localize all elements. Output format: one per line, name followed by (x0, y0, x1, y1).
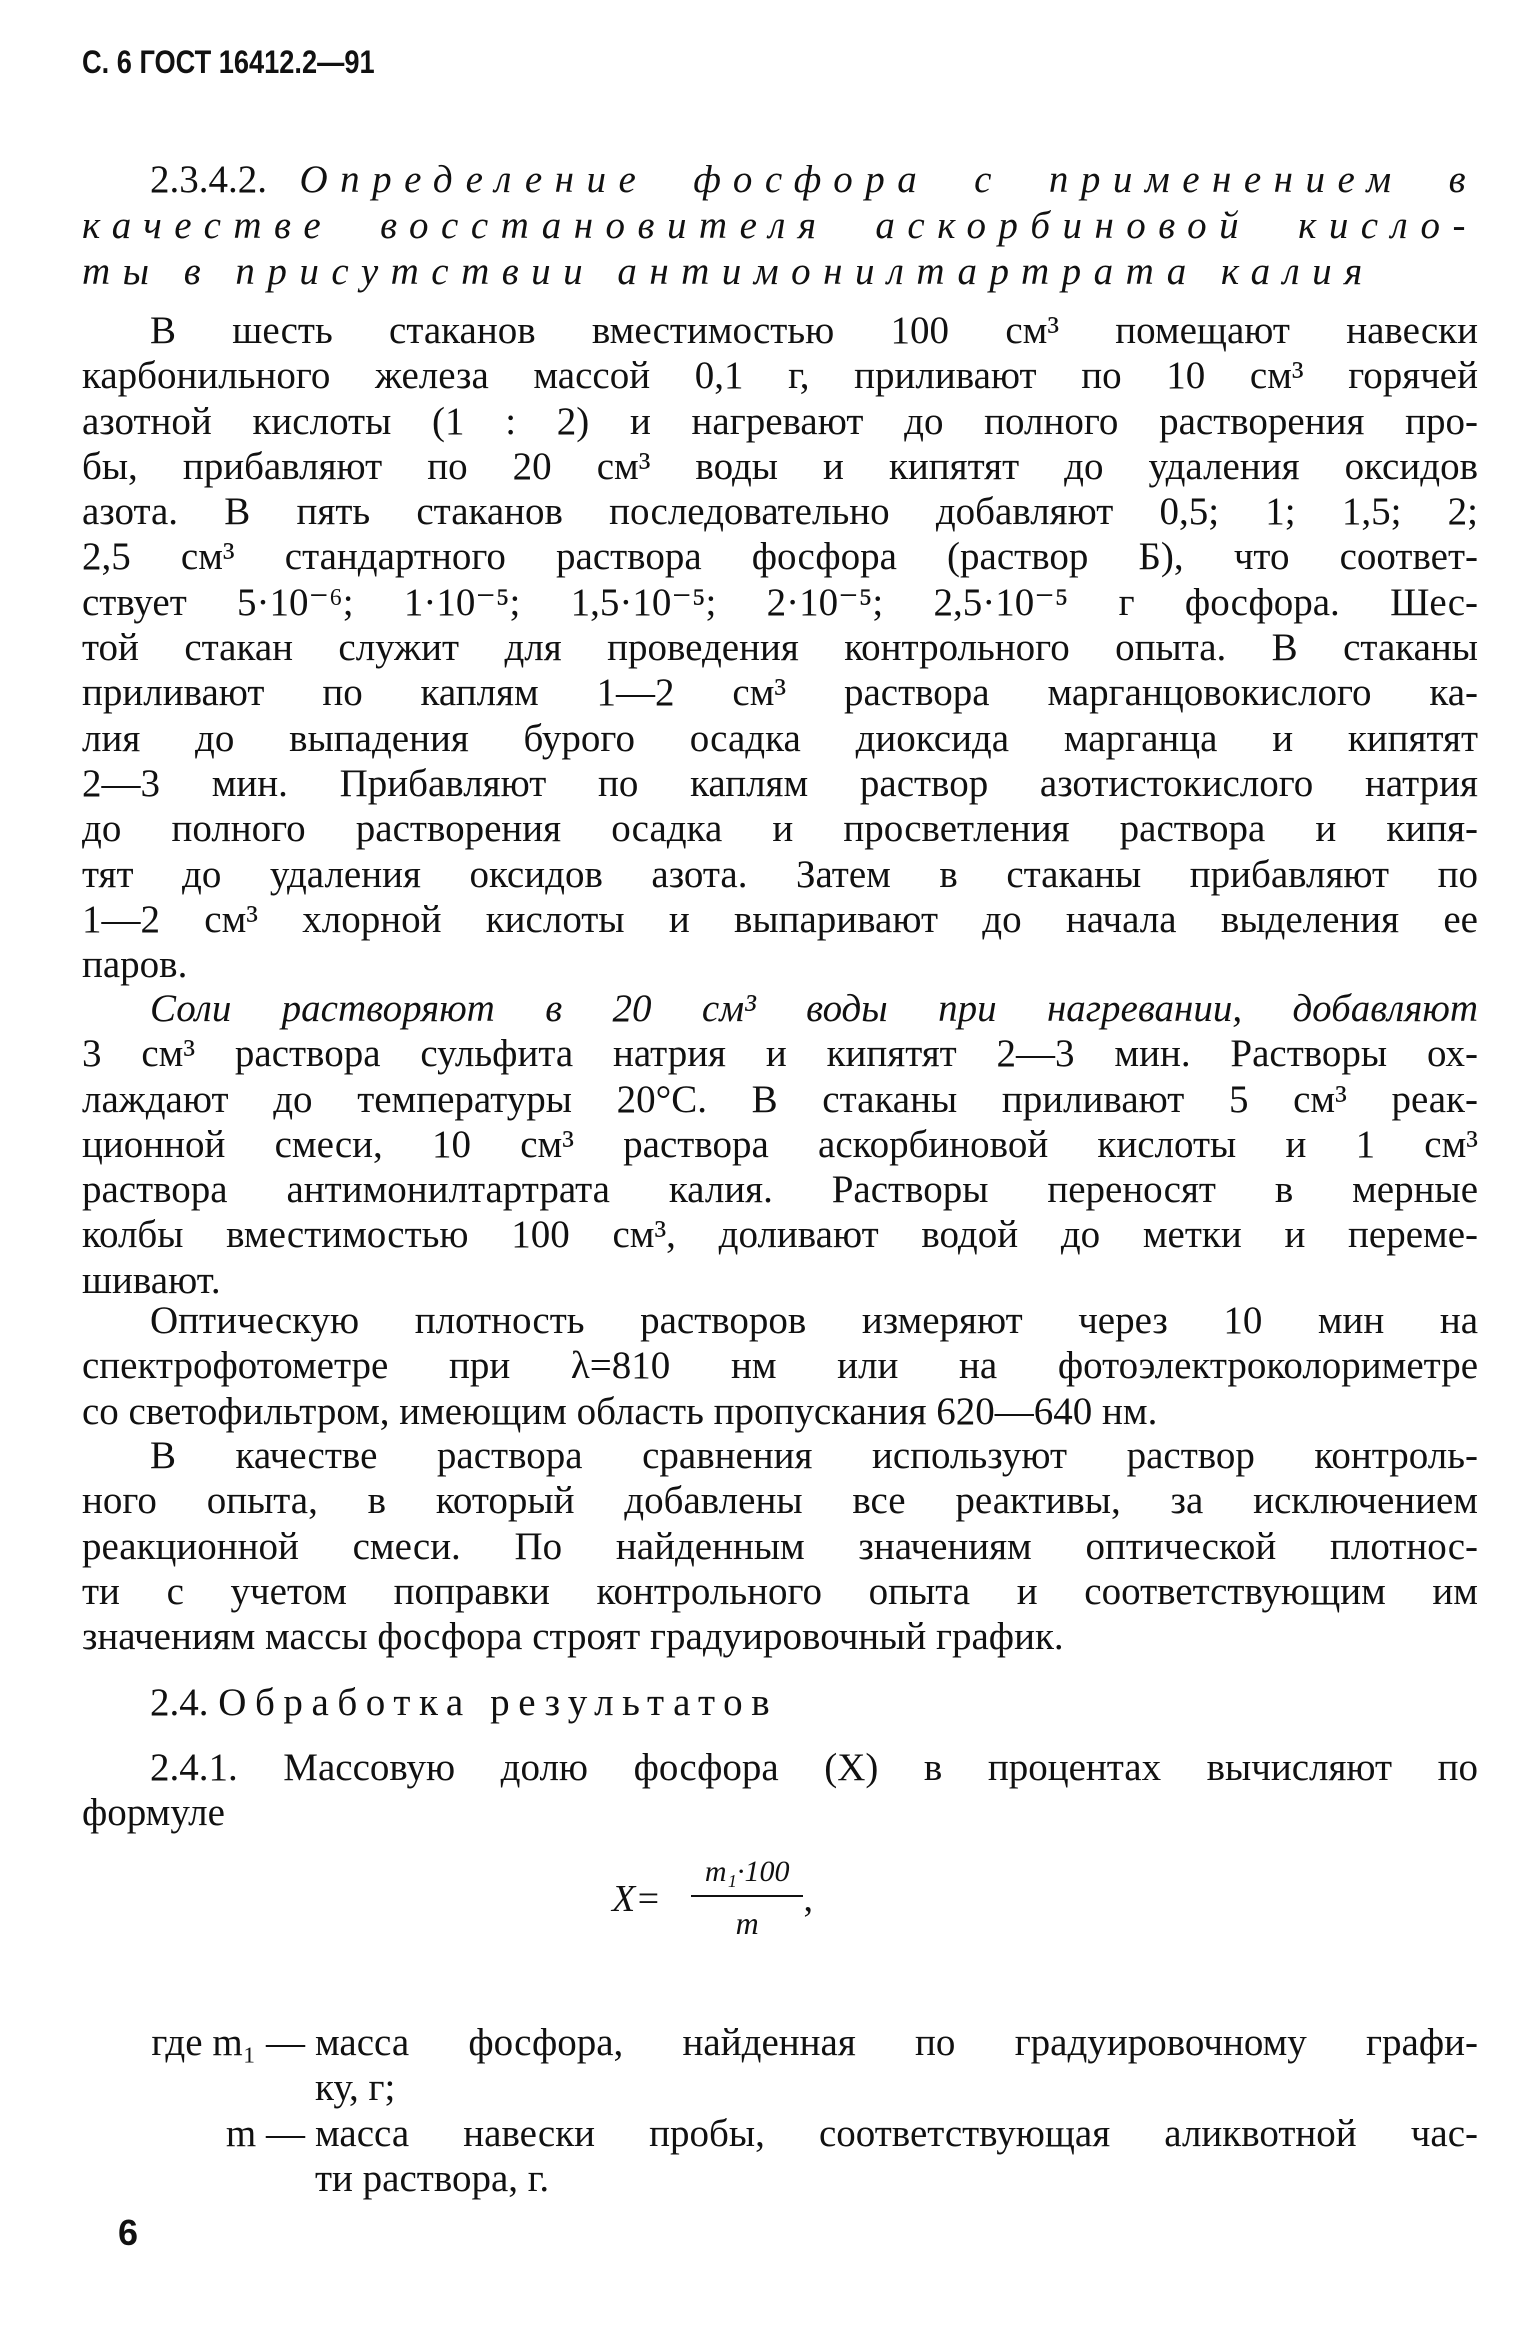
text-line: со светофильтром, имеющим область пропускания 620—640 нм. (82, 1389, 1158, 1433)
page-header: С. 6 ГОСТ 16412.2—91 (82, 44, 375, 80)
where-line: ку, г; (315, 2066, 396, 2110)
text-line: паров. (82, 943, 188, 987)
text-line: карбонильного железа массой 0,1 г, приливают по 10 см³ горячей (82, 354, 1478, 398)
where-line: ти раствора, г. (315, 2156, 550, 2200)
section-title: Обработка результатов (218, 1681, 779, 1724)
where-list (82, 2020, 1478, 2201)
paragraph-optical-density (82, 1298, 1478, 1434)
heading-line: качестве восстановителя аскорбиновой кисло- (82, 204, 1478, 247)
formula-comma: , (803, 1877, 813, 1920)
where-line: масса навески пробы, соответствующая аликвотной час- (315, 2111, 1478, 2155)
text-line: до полного растворения осадка и просветления раствора и кипя- (82, 807, 1478, 851)
formula-denominator: m (735, 1905, 759, 1941)
text-line: В шесть стаканов вместимостью 100 см³ помещают навески (150, 309, 1478, 352)
heading-number: 2.3.4.2. (150, 158, 267, 201)
formula-lhs: X= (612, 1877, 661, 1920)
where-line: масса фосфора, найденная по градуировочному графи- (315, 2021, 1478, 2064)
paragraph-salts (82, 986, 1478, 1303)
where-label: m — (225, 2111, 305, 2155)
text-line: В качестве раствора сравнения используют раствор контроль- (150, 1434, 1478, 1477)
text-line: Оптическую плотность растворов измеряют через 10 мин на (150, 1299, 1478, 1342)
paragraph-reference-solution (82, 1433, 1478, 1659)
text-line: реакционной смеси. По найденным значениям оптической плотнос- (82, 1524, 1478, 1568)
text-line: азотной кислоты (1 : 2) и нагревают до полного растворения про- (82, 399, 1478, 443)
text-line: лия до выпадения бурого осадка диоксида марганца и кипятят (82, 716, 1478, 760)
section-number: 2.4. (150, 1681, 209, 1724)
text-line: бы, прибавляют по 20 см³ воды и кипятят до удаления оксидов (82, 444, 1478, 488)
section-heading-2-4 (82, 1680, 1478, 1725)
text-line: ного опыта, в который добавлены все реактивы, за исключением (82, 1479, 1478, 1523)
text-line: 2,5 см³ стандартного раствора фосфора (раствор Б), что соответ- (82, 535, 1478, 579)
text-line: тят до удаления оксидов азота. Затем в стаканы прибавляют по (82, 852, 1478, 896)
where-item-m1 (82, 2020, 1478, 2111)
text-line: колбы вместимостью 100 см³, доливают водой до метки и переме- (82, 1213, 1478, 1257)
text-line: ционной смеси, 10 см³ раствора аскорбиновой кислоты и 1 см³ (82, 1122, 1478, 1166)
text-line: формуле (82, 1791, 225, 1835)
text-line: 3 см³ раствора сульфита натрия и кипятят 2—3 мин. Растворы ох- (82, 1032, 1478, 1076)
text-line: Соли растворяют в 20 см³ воды при нагревании, добавляют (150, 987, 1478, 1030)
text-line: азота. В пять стаканов последовательно добавляют 0,5; 1; 1,5; 2; (82, 490, 1478, 534)
text-line: шивают. (82, 1258, 221, 1302)
text-line: спектрофотометре при λ=810 нм или на фотоэлектроколориметре (82, 1344, 1478, 1388)
paragraph-calculation (82, 1745, 1478, 1836)
where-label: где m₁ — (151, 2021, 305, 2064)
text-line: приливают по каплям 1—2 см³ раствора марганцовокислого ка- (82, 671, 1478, 715)
heading-line: Определение фосфора с применением в (299, 158, 1478, 201)
formula-numerator: m₁·100 (691, 1855, 804, 1897)
text-line: значениям массы фосфора строят градуировочный график. (82, 1615, 1064, 1659)
paragraph-procedure (82, 308, 1478, 987)
section-heading-2-3-4-2 (82, 157, 1478, 295)
formula (612, 1855, 813, 1942)
text-line: лаждают до температуры 20°С. В стаканы приливают 5 см³ реак- (82, 1077, 1478, 1121)
text-line: 1—2 см³ хлорной кислоты и выпаривают до начала выделения ее (82, 897, 1478, 941)
text-line: 2.4.1. Массовую долю фосфора (X) в процентах вычисляют по (150, 1746, 1478, 1789)
formula-fraction (691, 1855, 804, 1942)
text-line: раствора антимонилтартрата калия. Растворы переносят в мерные (82, 1168, 1478, 1212)
text-line: ствует 5·10⁻⁶; 1·10⁻⁵; 1,5·10⁻⁵; 2·10⁻⁵; 2,5·10⁻⁵ г фосфора. Шес- (82, 580, 1478, 624)
text-line: 2—3 мин. Прибавляют по каплям раствор азотистокислого натрия (82, 761, 1478, 805)
text-line: ти с учетом поправки контрольного опыта и соответствующим им (82, 1569, 1478, 1613)
heading-line: ты в присутствии антимонилтартрата калия (82, 250, 1375, 293)
where-item-m (82, 2111, 1478, 2202)
text-line: той стакан служит для проведения контрольного опыта. В стаканы (82, 626, 1478, 670)
page-number: 6 (118, 2212, 139, 2253)
